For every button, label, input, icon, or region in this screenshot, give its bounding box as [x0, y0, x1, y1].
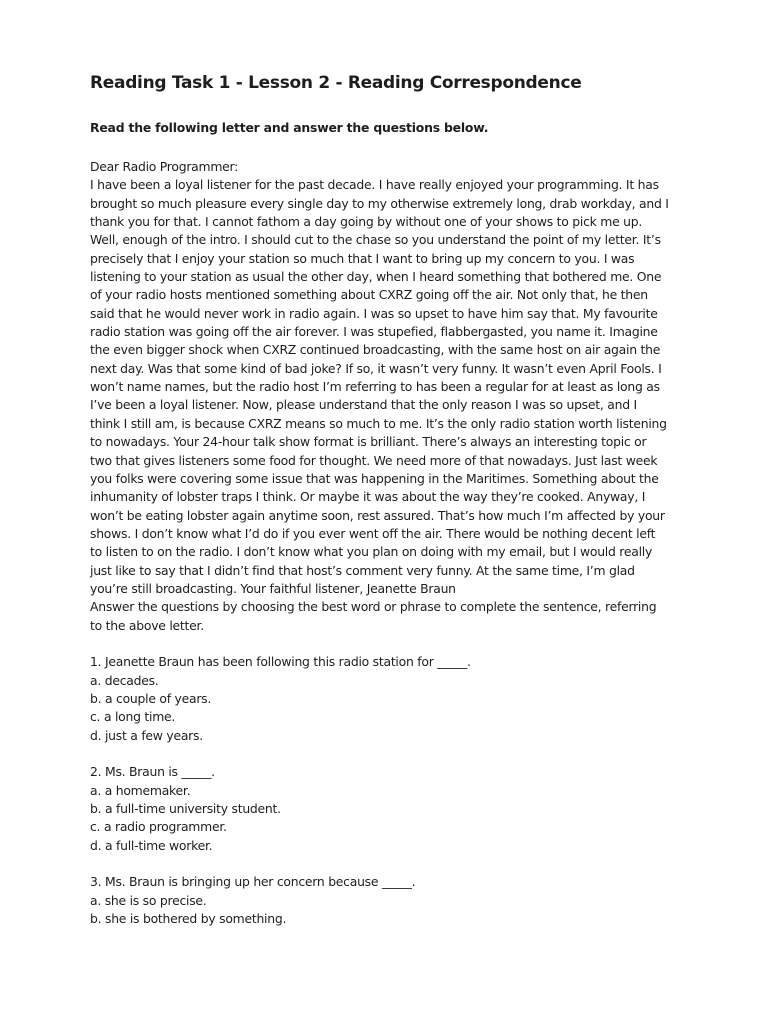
answer-option: d. just a few years. — [90, 727, 203, 743]
question-item — [90, 873, 690, 928]
answer-instruction-line: Answer the questions by choosing the best word or phrase to complete the sentence, referring — [90, 599, 657, 615]
letter-line: won’t name names, but the radio host I’m referring to has been a regular for at least as long as — [90, 379, 660, 395]
question-item — [90, 763, 690, 855]
letter-line: to nowadays. Your 24-hour talk show format is brilliant. There’s always an interesting topic or — [90, 434, 647, 450]
letter-line: Well, enough of the intro. I should cut to the chase so you understand the point of my letter. It’s — [90, 232, 661, 248]
letter-line: next day. Was that some kind of bad joke? If so, it wasn’t very funny. It wasn’t even April Fools. I — [90, 360, 662, 376]
question-prompt: 3. Ms. Braun is bringing up her concern because _____. — [90, 874, 416, 890]
letter-line: shows. I don’t know what I’d do if you ever went off the air. There would be nothing decent left — [90, 525, 656, 541]
answer-instruction-line: to the above letter. — [90, 617, 204, 633]
reading-instruction: Read the following letter and answer the questions below. — [90, 120, 489, 135]
answer-option: c. a long time. — [90, 709, 176, 725]
question-prompt: 1. Jeanette Braun has been following this radio station for _____. — [90, 654, 471, 670]
answer-option: a. decades. — [90, 672, 159, 688]
letter-line: two that gives listeners some food for thought. We need more of that nowadays. Just last week — [90, 452, 658, 468]
letter-line: brought so much pleasure every single day to my otherwise extremely long, drab workday, and I — [90, 195, 669, 211]
letter-line: listening to your station as usual the other day, when I heard something that bothered me. One — [90, 269, 662, 285]
paragraph-gap — [90, 745, 690, 763]
answer-option: b. a couple of years. — [90, 690, 212, 706]
paragraph-gap — [90, 635, 690, 653]
letter-line: think I still am, is because CXRZ means so much to me. It’s the only radio station worth listening — [90, 415, 667, 431]
question-list — [90, 635, 690, 929]
answer-option: b. a full-time university student. — [90, 801, 281, 817]
letter-line: to listen to on the radio. I don’t know what you plan on doing with my email, but I would really — [90, 544, 653, 560]
letter-body — [90, 176, 690, 598]
answer-option: c. a radio programmer. — [90, 819, 227, 835]
document-body — [90, 158, 690, 928]
letter-line: said that he would never work in radio again. I was so upset to have him say that. My favourite — [90, 305, 658, 321]
answer-option: a. a homemaker. — [90, 782, 191, 798]
letter-line: thank you for that. I cannot fathom a day going by without one of your shows to pick me up. — [90, 214, 643, 230]
letter-line: precisely that I enjoy your station so much that I want to bring up my concern to you. I was — [90, 250, 635, 266]
answer-instructions — [90, 598, 690, 635]
paragraph-gap — [90, 855, 690, 873]
letter-line: you folks were covering some issue that was happening in the Maritimes. Something about the — [90, 470, 659, 486]
letter-line: inhumanity of lobster traps I think. Or maybe it was about the way they’re cooked. Anyway, I — [90, 489, 646, 505]
letter-line: won’t be eating lobster again anytime soon, rest assured. That’s how much I’m affected by your — [90, 507, 665, 523]
letter-line: I’ve been a loyal listener. Now, please understand that the only reason I was so upset, and I — [90, 397, 637, 413]
letter-line: I have been a loyal listener for the past decade. I have really enjoyed your programming. It has — [90, 177, 659, 193]
document-title: Reading Task 1 - Lesson 2 - Reading Correspondence — [90, 73, 582, 93]
letter-salutation: Dear Radio Programmer: — [90, 159, 239, 174]
letter-line: radio station was going off the air forever. I was stupefied, flabbergasted, you name it. Imagine — [90, 324, 658, 340]
question-prompt: 2. Ms. Braun is _____. — [90, 764, 215, 780]
letter-line: just like to say that I didn’t find that host’s comment very funny. At the same time, I’m glad — [90, 562, 635, 578]
letter-line: the even bigger shock when CXRZ continued broadcasting, with the same host on air again the — [90, 342, 661, 358]
question-item — [90, 653, 690, 745]
answer-option: b. she is bothered by something. — [90, 911, 287, 927]
letter-line: you’re still broadcasting. Your faithful listener, Jeanette Braun — [90, 580, 456, 596]
letter-line: of your radio hosts mentioned something about CXRZ going off the air. Not only that, he then — [90, 287, 648, 303]
answer-option: d. a full-time worker. — [90, 837, 213, 853]
answer-option: a. she is so precise. — [90, 892, 207, 908]
